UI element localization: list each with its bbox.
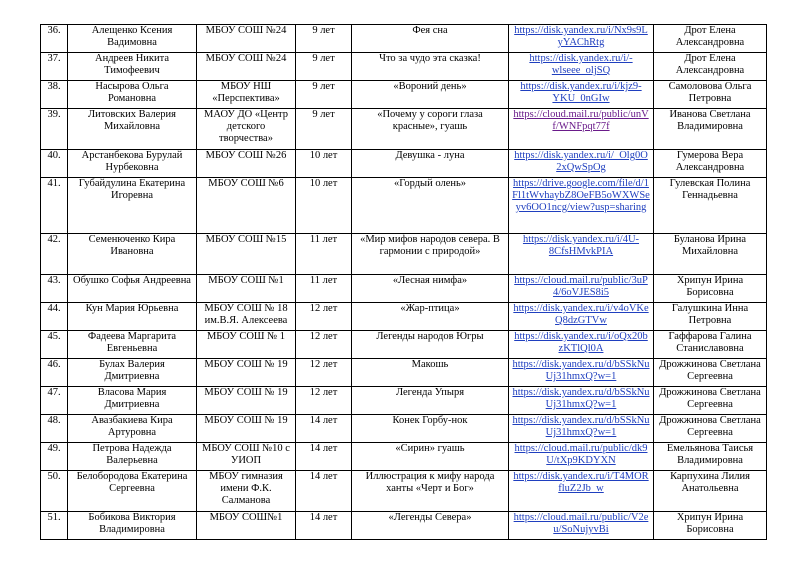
participant-name: Андреев Никита Тимофеевич	[68, 53, 197, 81]
school-name: МБОУ СОШ №1	[197, 275, 296, 303]
row-number: 36.	[41, 25, 68, 53]
participant-name: Фадеева Маргарита Евгеньевна	[68, 331, 197, 359]
school-name: МБОУ СОШ № 19	[197, 387, 296, 415]
row-number: 38.	[41, 81, 68, 109]
participant-age: 14 лет	[296, 415, 352, 443]
work-link[interactable]: https://disk.yandex.ru/i/-wlseee_oljSQ	[509, 53, 654, 81]
participant-name: Арстанбекова Бурулай Нурбековна	[68, 150, 197, 178]
teacher-name: Буланова Ирина Михайловна	[654, 234, 767, 275]
participant-name: Губайдулина Екатерина Игоревна	[68, 178, 197, 234]
work-title: «Гордый олень»	[352, 178, 509, 234]
teacher-name: Хрипун Ирина Борисовна	[654, 512, 767, 540]
work-link[interactable]: https://cloud.mail.ru/public/unVf/WNFpqt77f	[509, 109, 654, 150]
participant-age: 12 лет	[296, 359, 352, 387]
school-name: МБОУ НШ «Перспектива»	[197, 81, 296, 109]
work-title: Легенда Упыря	[352, 387, 509, 415]
row-number: 41.	[41, 178, 68, 234]
teacher-name: Дрот Елена Александровна	[654, 53, 767, 81]
work-link[interactable]: https://disk.yandex.ru/i/v4oVKeQ8dzGTVw	[509, 303, 654, 331]
participants-table	[40, 24, 767, 540]
participant-name: Насырова Ольга Романовна	[68, 81, 197, 109]
teacher-name: Самоловова Ольга Петровна	[654, 81, 767, 109]
school-name: МБОУ СОШ№1	[197, 512, 296, 540]
participant-name: Алещенко Ксения Вадимовна	[68, 25, 197, 53]
work-title: Что за чудо эта сказка!	[352, 53, 509, 81]
row-number: 51.	[41, 512, 68, 540]
school-name: МБОУ СОШ № 19	[197, 415, 296, 443]
school-name: МБОУ СОШ № 1	[197, 331, 296, 359]
work-title: «Вороний день»	[352, 81, 509, 109]
teacher-name: Гумерова Вера Александровна	[654, 150, 767, 178]
row-number: 45.	[41, 331, 68, 359]
row-number: 47.	[41, 387, 68, 415]
row-number: 39.	[41, 109, 68, 150]
row-number: 50.	[41, 471, 68, 512]
participant-age: 9 лет	[296, 109, 352, 150]
table-row	[41, 275, 767, 303]
table-row	[41, 81, 767, 109]
participant-name: Кун Мария Юрьевна	[68, 303, 197, 331]
row-number: 49.	[41, 443, 68, 471]
participant-age: 12 лет	[296, 387, 352, 415]
work-title: Макошь	[352, 359, 509, 387]
teacher-name: Гаффарова Галина Станиславовна	[654, 331, 767, 359]
participant-age: 14 лет	[296, 471, 352, 512]
table-row	[41, 471, 767, 512]
participant-name: Петрова Надежда Валерьевна	[68, 443, 197, 471]
row-number: 43.	[41, 275, 68, 303]
work-link[interactable]: https://disk.yandex.ru/i/kjz9-YKU_0nGIw	[509, 81, 654, 109]
participant-age: 12 лет	[296, 303, 352, 331]
row-number: 44.	[41, 303, 68, 331]
school-name: МБОУ СОШ №15	[197, 234, 296, 275]
work-link[interactable]: https://disk.yandex.ru/i/4U-8CfsHMvkPIA	[509, 234, 654, 275]
participant-name: Авазбакиева Кира Артуровна	[68, 415, 197, 443]
work-link[interactable]: https://cloud.mail.ru/public/dk9U/tXp9KDYXN	[509, 443, 654, 471]
school-name: МБОУ СОШ №24	[197, 25, 296, 53]
school-name: МБОУ СОШ № 18 им.В.Я. Алексеева	[197, 303, 296, 331]
school-name: МБОУ СОШ №26	[197, 150, 296, 178]
participant-age: 12 лет	[296, 331, 352, 359]
teacher-name: Дрожжинова Светлана Сергеевна	[654, 415, 767, 443]
table-row	[41, 415, 767, 443]
work-link[interactable]: https://cloud.mail.ru/public/V2eu/SoNujyvBi	[509, 512, 654, 540]
work-title: Фея сна	[352, 25, 509, 53]
participant-age: 10 лет	[296, 178, 352, 234]
school-name: МБОУ СОШ № 19	[197, 359, 296, 387]
work-link[interactable]: https://disk.yandex.ru/i/oQx20bzKTlQl0A	[509, 331, 654, 359]
row-number: 48.	[41, 415, 68, 443]
table-row	[41, 387, 767, 415]
teacher-name: Хрипун Ирина Борисовна	[654, 275, 767, 303]
work-link[interactable]: https://disk.yandex.ru/i/T4MORfluZ2Jb_w	[509, 471, 654, 512]
participant-age: 10 лет	[296, 150, 352, 178]
school-name: МБОУ СОШ №6	[197, 178, 296, 234]
row-number: 40.	[41, 150, 68, 178]
participant-age: 14 лет	[296, 443, 352, 471]
work-title: «Почему у сороги глаза красные», гуашь	[352, 109, 509, 150]
participant-name: Булах Валерия Дмитриевна	[68, 359, 197, 387]
school-name: МАОУ ДО «Центр детского творчества»	[197, 109, 296, 150]
participant-age: 9 лет	[296, 81, 352, 109]
work-title: «Жар-птица»	[352, 303, 509, 331]
teacher-name: Карпухина Лилия Анатольевна	[654, 471, 767, 512]
work-link[interactable]: https://disk.yandex.ru/d/bSSkNuUj31hmxQ?w=1	[509, 387, 654, 415]
row-number: 42.	[41, 234, 68, 275]
work-link[interactable]: https://disk.yandex.ru/i/Nx9s9LyYAChRtg	[509, 25, 654, 53]
work-link[interactable]: https://cloud.mail.ru/public/3uP4/6oVJES8i5	[509, 275, 654, 303]
table-row	[41, 53, 767, 81]
teacher-name: Дрожжинова Светлана Сергеевна	[654, 359, 767, 387]
table-row	[41, 25, 767, 53]
work-link[interactable]: https://disk.yandex.ru/d/bSSkNuUj31hmxQ?w=1	[509, 415, 654, 443]
row-number: 46.	[41, 359, 68, 387]
participant-age: 11 лет	[296, 275, 352, 303]
participant-name: Семенюченко Кира Ивановна	[68, 234, 197, 275]
work-title: «Лесная нимфа»	[352, 275, 509, 303]
work-title: Конек Горбу-нок	[352, 415, 509, 443]
participant-age: 9 лет	[296, 53, 352, 81]
row-number: 37.	[41, 53, 68, 81]
work-link[interactable]: https://drive.google.com/file/d/1Fl1tWvhaybZ8OeFB5oWXWSeyv6OO1ncg/view?usp=sharing	[509, 178, 654, 234]
table-row	[41, 512, 767, 540]
table-row	[41, 359, 767, 387]
school-name: МБОУ гимназия имени Ф.К. Салманова	[197, 471, 296, 512]
teacher-name: Дрот Елена Александровна	[654, 25, 767, 53]
teacher-name: Емельянова Таисья Владимировна	[654, 443, 767, 471]
teacher-name: Гулевская Полина Геннадьевна	[654, 178, 767, 234]
table-row	[41, 150, 767, 178]
work-title: Девушка - луна	[352, 150, 509, 178]
participant-name: Обушко Софья Андреевна	[68, 275, 197, 303]
teacher-name: Иванова Светлана Владимировна	[654, 109, 767, 150]
table-row	[41, 178, 767, 234]
work-title: Легенды народов Югры	[352, 331, 509, 359]
participant-name: Литовских Валерия Михайловна	[68, 109, 197, 150]
work-title: «Сирин» гуашь	[352, 443, 509, 471]
teacher-name: Галушкина Инна Петровна	[654, 303, 767, 331]
work-title: «Мир мифов народов севера. В гармонии с природой»	[352, 234, 509, 275]
teacher-name: Дрожжинова Светлана Сергеевна	[654, 387, 767, 415]
participant-name: Власова Мария Дмитриевна	[68, 387, 197, 415]
work-link[interactable]: https://disk.yandex.ru/d/bSSkNuUj31hmxQ?w=1	[509, 359, 654, 387]
school-name: МБОУ СОШ №24	[197, 53, 296, 81]
table-row	[41, 234, 767, 275]
participant-age: 14 лет	[296, 512, 352, 540]
participant-age: 11 лет	[296, 234, 352, 275]
participant-age: 9 лет	[296, 25, 352, 53]
work-title: Иллюстрация к мифу народа ханты «Черт и Бог»	[352, 471, 509, 512]
table-row	[41, 109, 767, 150]
table-row	[41, 331, 767, 359]
school-name: МБОУ СОШ №10 с УИОП	[197, 443, 296, 471]
work-title: «Легенды Севера»	[352, 512, 509, 540]
table-row	[41, 443, 767, 471]
participant-name: Бобикова Виктория Владимировна	[68, 512, 197, 540]
table-row	[41, 303, 767, 331]
participant-name: Белобородова Екатерина Сергеевна	[68, 471, 197, 512]
work-link[interactable]: https://disk.yandex.ru/i/_Olg0O2xQwSpOg	[509, 150, 654, 178]
